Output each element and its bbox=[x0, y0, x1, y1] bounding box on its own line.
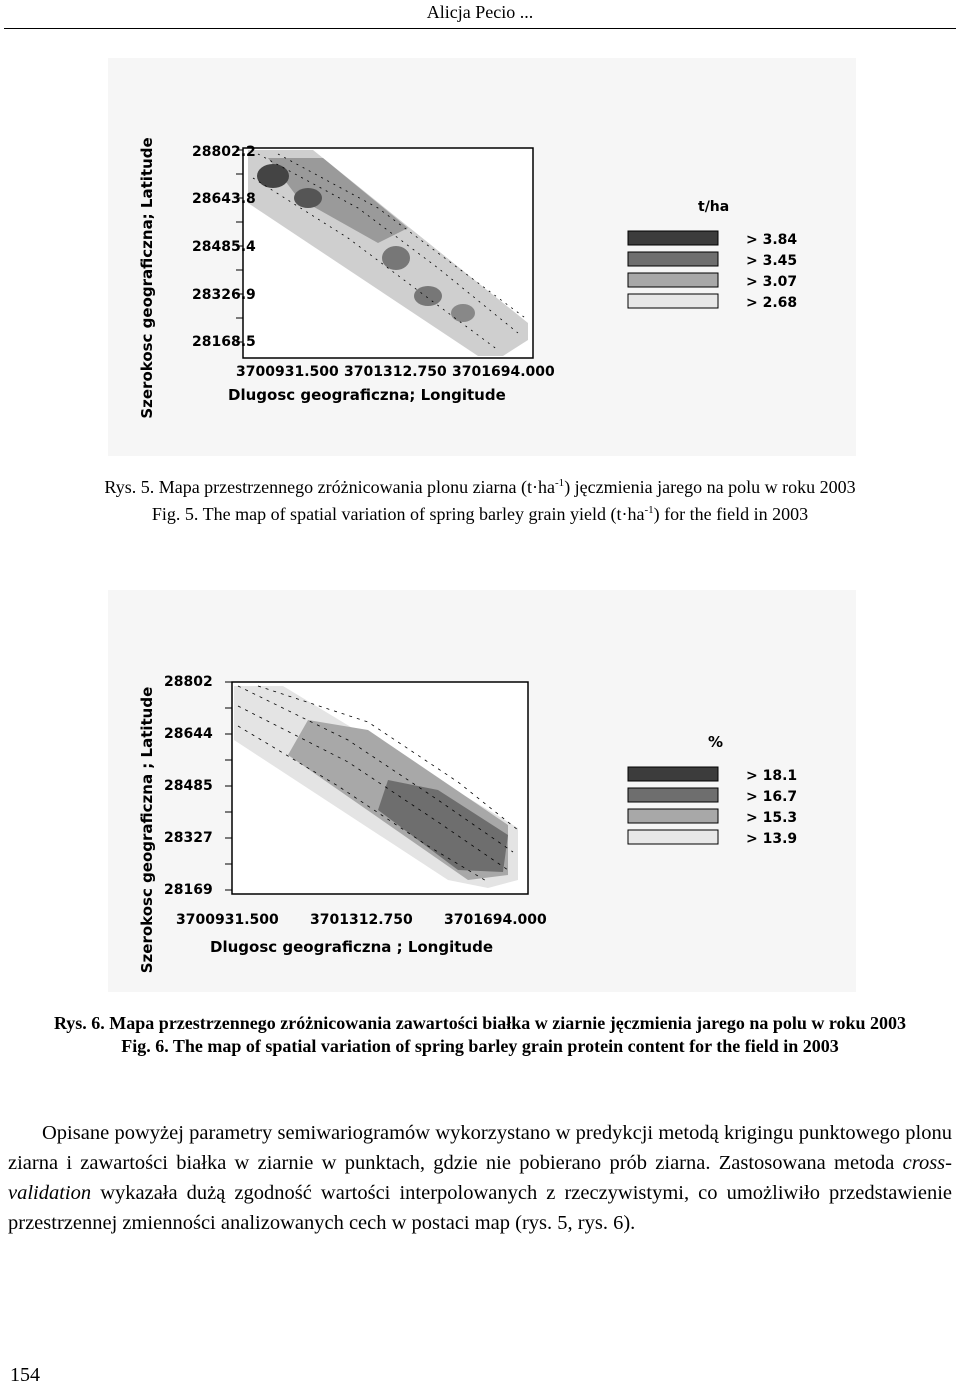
legend-swatch bbox=[628, 273, 718, 287]
caption-text: ) for the field in 2003 bbox=[653, 504, 809, 524]
field-zone-mid-3 bbox=[414, 286, 442, 306]
x-tick-label: 3701312.750 bbox=[310, 912, 413, 928]
caption-english bbox=[20, 499, 940, 526]
x-tick-label: 3701694.000 bbox=[452, 364, 555, 380]
y-axis-label: Szerokosc geograficzna ; Latitude bbox=[138, 686, 156, 974]
figure-5-caption bbox=[20, 472, 940, 526]
figure-6-svg bbox=[108, 590, 856, 992]
legend-label: > 3.45 bbox=[746, 253, 798, 269]
caption-text: Rys. 5. Mapa przestrzennego zróżnicowania plonu ziarna (t·ha bbox=[104, 477, 556, 497]
legend-swatch bbox=[628, 830, 718, 844]
y-tick-label: 28485.4 bbox=[192, 239, 256, 255]
legend-title: t/ha bbox=[698, 199, 730, 215]
y-tick-label: 28485 bbox=[164, 778, 213, 794]
y-tick-label: 28802 bbox=[164, 674, 213, 690]
x-tick-label: 3700931.500 bbox=[176, 912, 279, 928]
caption-superscript: -1 bbox=[644, 504, 654, 516]
field-zone-high-2 bbox=[294, 188, 322, 208]
legend-swatch bbox=[628, 767, 718, 781]
y-axis-label: Szerokosc geograficzna; Latitude bbox=[138, 137, 156, 419]
paragraph-text: wykazała dużą zgodność wartości interpolowanych z rzeczywistymi, co umożliwiło przedstawienie przestrzennej zmienności analizowanych cech w postaci map (rys. 5, rys. 6). bbox=[8, 1182, 952, 1234]
x-axis-label: Dlugosc geograficzna; Longitude bbox=[228, 386, 506, 404]
legend-swatch bbox=[628, 294, 718, 308]
legend-swatch bbox=[628, 231, 718, 245]
field-zone-mid-2 bbox=[382, 246, 410, 270]
caption-superscript: -1 bbox=[555, 477, 565, 489]
legend-swatch bbox=[628, 252, 718, 266]
running-head: Alicja Pecio ... bbox=[426, 2, 534, 22]
legend-title: % bbox=[708, 733, 724, 751]
legend-label: > 3.07 bbox=[746, 274, 798, 290]
paragraph-italic-term: cross-validation bbox=[8, 1152, 952, 1204]
x-tick-label: 3701694.000 bbox=[444, 912, 547, 928]
caption-polish: Rys. 6. Mapa przestrzennego zróżnicowania zawartości białka w ziarnie jęczmienia jarego na polu w roku 2003 bbox=[53, 1013, 907, 1033]
y-tick-label: 28327 bbox=[164, 830, 213, 846]
x-tick-labels bbox=[236, 364, 555, 380]
field-zone-high-1 bbox=[257, 164, 289, 188]
figure-6-caption bbox=[30, 1012, 930, 1058]
caption-text: Fig. 5. The map of spatial variation of spring barley grain yield (t·ha bbox=[151, 504, 645, 524]
y-tick-label: 28169 bbox=[164, 882, 213, 898]
y-tick-label: 28643.8 bbox=[192, 191, 256, 207]
legend-label: > 3.84 bbox=[746, 232, 798, 248]
figure-6-protein-map bbox=[108, 590, 856, 992]
caption-polish bbox=[20, 472, 940, 499]
caption-text: ) jęczmienia jarego na polu w roku 2003 bbox=[564, 477, 856, 497]
legend-label: > 13.9 bbox=[746, 831, 798, 847]
y-tick-label: 28802.2 bbox=[192, 144, 256, 160]
y-tick-label: 28168.5 bbox=[192, 334, 256, 350]
x-axis-label: Dlugosc geograficzna ; Longitude bbox=[210, 938, 493, 956]
legend-label: > 15.3 bbox=[746, 810, 798, 826]
legend-swatch bbox=[628, 788, 718, 802]
figure-5-svg bbox=[108, 58, 856, 456]
field-zone-mid-4 bbox=[451, 304, 475, 322]
y-tick-label: 28644 bbox=[164, 726, 213, 742]
x-tick-label: 3700931.500 bbox=[236, 364, 339, 380]
body-paragraph bbox=[8, 1118, 952, 1238]
header-rule bbox=[4, 28, 956, 29]
legend-label: > 2.68 bbox=[746, 295, 798, 311]
x-tick-labels bbox=[176, 912, 547, 928]
figure-5-yield-map bbox=[108, 58, 856, 456]
page-number: 154 bbox=[10, 1364, 40, 1386]
paragraph-text: Opisane powyżej parametry semiwariogramów wykorzystano w predykcji metodą krigingu punktowego plonu ziarna i zawartości białka w ziarnie w punktach, gdzie nie pobierano prób ziarna. Zastosowana metoda bbox=[8, 1122, 952, 1174]
legend-label: > 18.1 bbox=[746, 768, 798, 784]
legend-label: > 16.7 bbox=[746, 789, 798, 805]
legend-swatch bbox=[628, 809, 718, 823]
caption-english: Fig. 6. The map of spatial variation of spring barley grain protein content for the field in 2003 bbox=[121, 1036, 839, 1056]
x-tick-label: 3701312.750 bbox=[344, 364, 447, 380]
y-tick-label: 28326.9 bbox=[192, 287, 256, 303]
